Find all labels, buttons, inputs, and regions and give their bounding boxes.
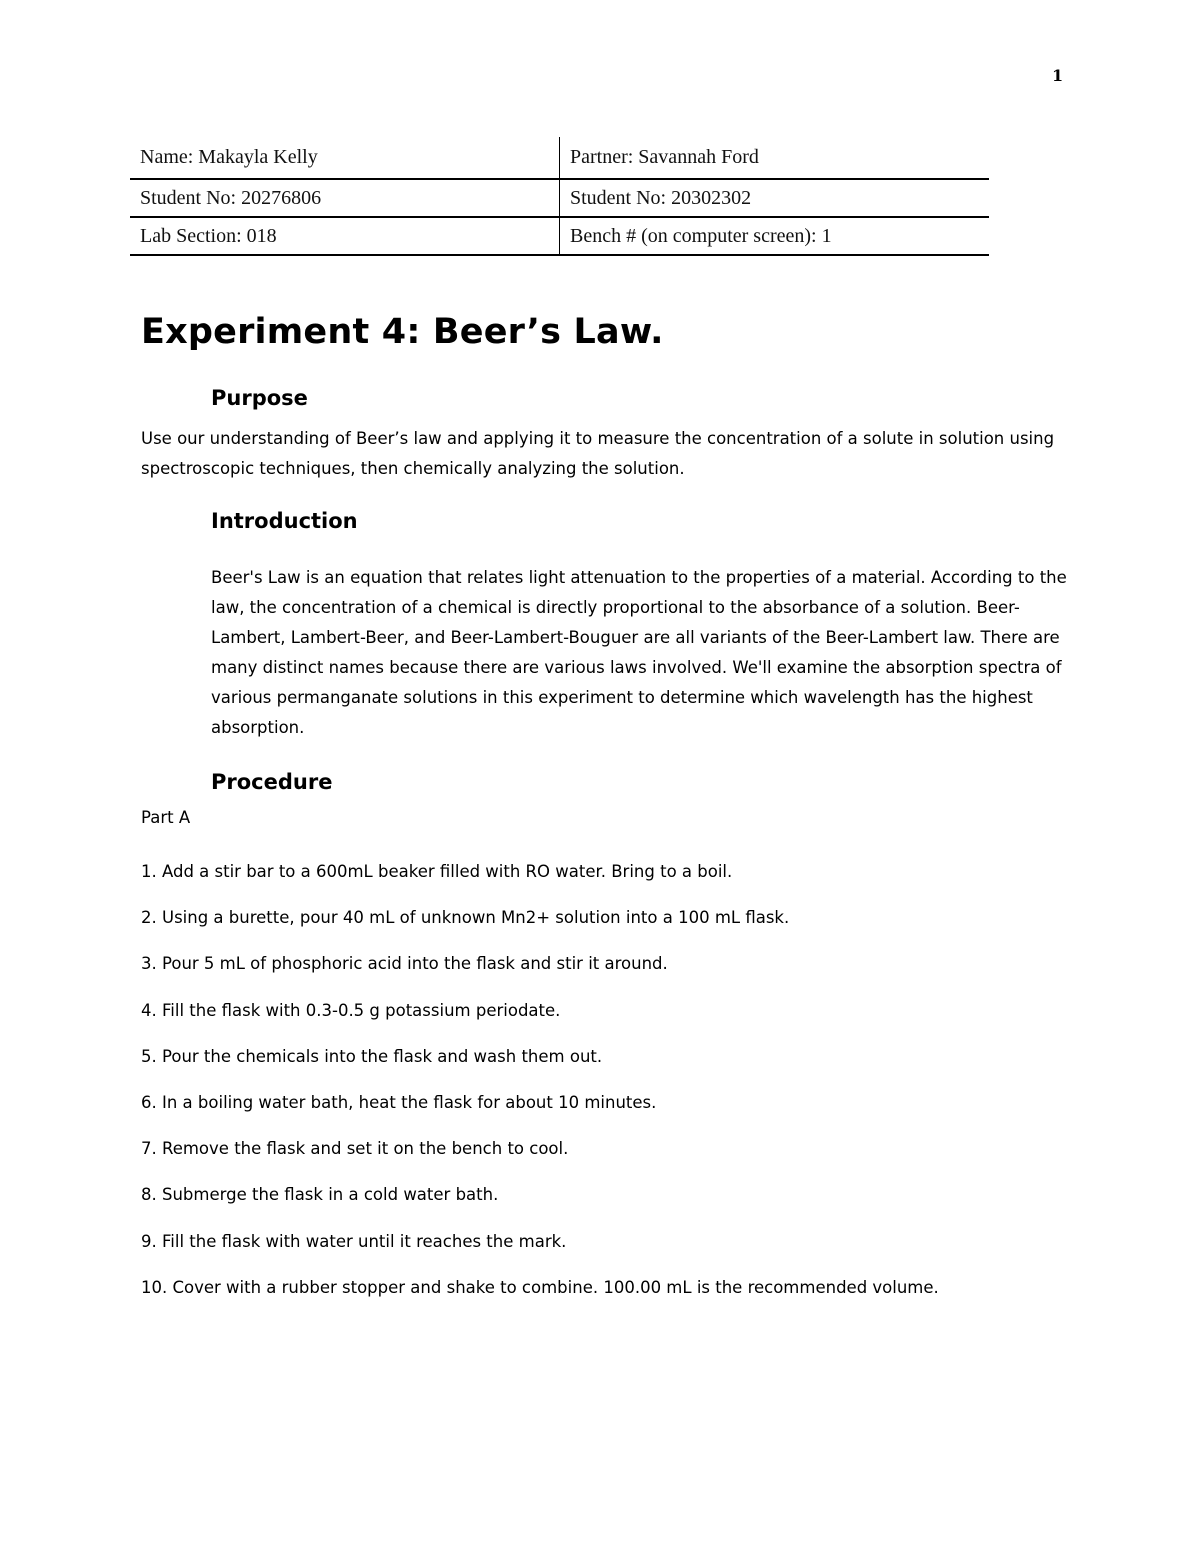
student-number-cell: Student No: 20276806 [130, 179, 560, 217]
procedure-step: 7. Remove the flask and set it on the bench to cool. [141, 1139, 569, 1159]
procedure-heading: Procedure [211, 770, 333, 794]
table-row [130, 179, 989, 217]
partner-student-number-cell: Student No: 20302302 [560, 179, 990, 217]
procedure-step: 1. Add a stir bar to a 600mL beaker filled with RO water. Bring to a boil. [141, 862, 733, 881]
partner-cell: Partner: Savannah Ford [560, 137, 990, 179]
procedure-step: 8. Submerge the flask in a cold water bath. [141, 1185, 499, 1205]
procedure-step: 3. Pour 5 mL of phosphoric acid into the flask and stir it around. [141, 954, 668, 974]
student-info-table [130, 137, 989, 256]
procedure-step: 2. Using a burette, pour 40 mL of unknown Mn2+ solution into a 100 mL flask. [141, 908, 790, 928]
bench-number-cell: Bench # (on computer screen): 1 [560, 217, 990, 255]
page-number: 1 [1052, 66, 1064, 85]
part-a-label: Part A [141, 808, 191, 827]
lab-section-cell: Lab Section: 018 [130, 217, 560, 255]
procedure-steps [141, 860, 1071, 1322]
table-row [130, 217, 989, 255]
document-title: Experiment 4: Beer’s Law. [141, 312, 664, 352]
purpose-text: Use our understanding of Beer’s law and applying it to measure the concentration of a solute in solution using spectroscopic techniques, then chemically analyzing the solution. [141, 429, 1055, 478]
purpose-heading: Purpose [211, 386, 308, 410]
introduction-heading: Introduction [211, 509, 358, 533]
procedure-step: 10. Cover with a rubber stopper and shake to combine. 100.00 mL is the recommended volume. [141, 1277, 939, 1297]
name-cell: Name: Makayla Kelly [130, 137, 560, 179]
procedure-step: 4. Fill the flask with 0.3-0.5 g potassium periodate. [141, 1000, 561, 1020]
procedure-step: 5. Pour the chemicals into the flask and wash them out. [141, 1046, 603, 1066]
table-row [130, 137, 989, 179]
procedure-step: 9. Fill the flask with water until it reaches the mark. [141, 1231, 567, 1251]
introduction-text: Beer's Law is an equation that relates light attenuation to the properties of a material. According to the law, the concentration of a chemical is directly proportional to the absorbance of a solution. Beer-Lambert, Lambert-Beer, and Beer-Lambert-Bouguer are all variants of the Beer-Lambert law. There are many distinct names because there are various laws involved. We'll examine the absorption spectra of various permanganate solutions in this experiment to determine which wavelength has the highest absorption. [211, 568, 1067, 737]
procedure-step: 6. In a boiling water bath, heat the flask for about 10 minutes. [141, 1092, 657, 1112]
